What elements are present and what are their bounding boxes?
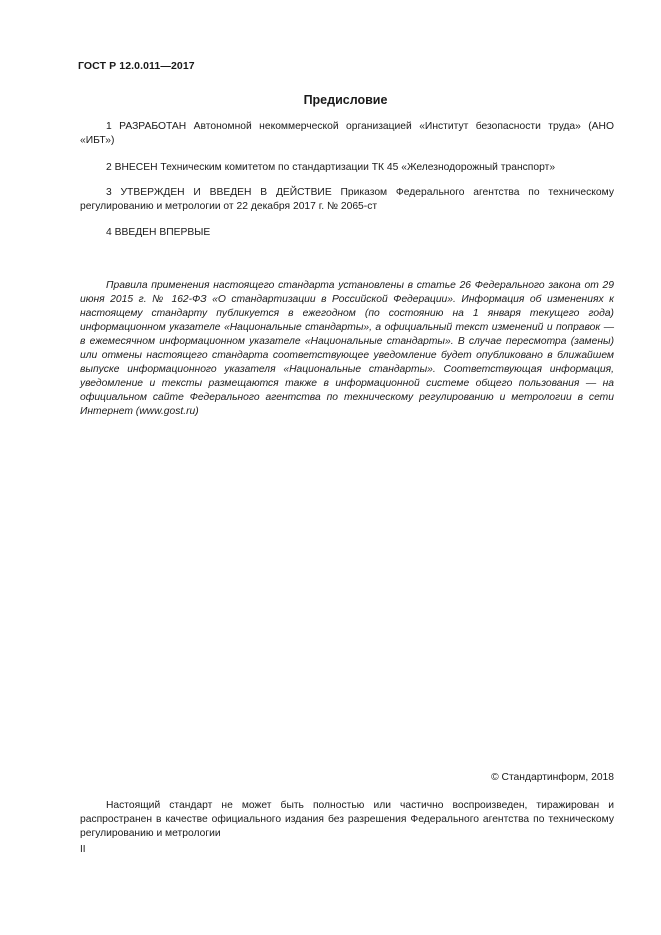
preface-item-4: 4 ВВЕДЕН ВПЕРВЫЕ [106, 227, 211, 238]
standard-code: ГОСТ Р 12.0.011—2017 [78, 60, 195, 72]
preface-item-1: 1 РАЗРАБОТАН Автономной некоммерческой организацией «Институт безопасности труда» (АНО «ИБТ») [80, 121, 614, 146]
rules-note: Правила применения настоящего стандарта установлены в статье 26 Федерального закона от 29 июня 2015 г. № 162-ФЗ «О стандартизации в Российской Федерации». Информация об изменениях к настоящему стандарту публикуется в ежегодном (по состоянию на 1 января текущего года) информационном указателе «Национальные стандарты», а официальный текст изменений и поправок — в ежемесячном информационном указателе «Национальные стандарты». В случае пересмотра (замены) или отмены настоящего стандарта соответствующее уведомление будет опубликовано в ближайшем выпуске информационного указателя «Национальные стандарты». Соответствующая информация, уведомление и тексты размещаются также в информационной системе общего пользования — на официальном сайте Федерального агентства по техническому регулированию и метрологии в сети Интернет (www.gost.ru) [80, 280, 614, 417]
preface-item-2: 2 ВНЕСЕН Техническим комитетом по стандартизации ТК 45 «Железнодорожный транспорт» [106, 162, 556, 173]
preface-title: Предисловие [303, 93, 388, 107]
copyright: © Стандартинформ, 2018 [491, 772, 614, 783]
reproduction-notice: Настоящий стандарт не может быть полностью или частично воспроизведен, тиражирован и распространен в качестве официального издания без разрешения Федерального агентства по техническому регулированию и метрологии [80, 800, 614, 839]
preface-item-3: 3 УТВЕРЖДЕН И ВВЕДЕН В ДЕЙСТВИЕ Приказом Федерального агентства по техническому регулированию и метрологии от 22 декабря 2017 г. № 2065-ст [80, 187, 614, 212]
page-number: II [80, 844, 86, 855]
